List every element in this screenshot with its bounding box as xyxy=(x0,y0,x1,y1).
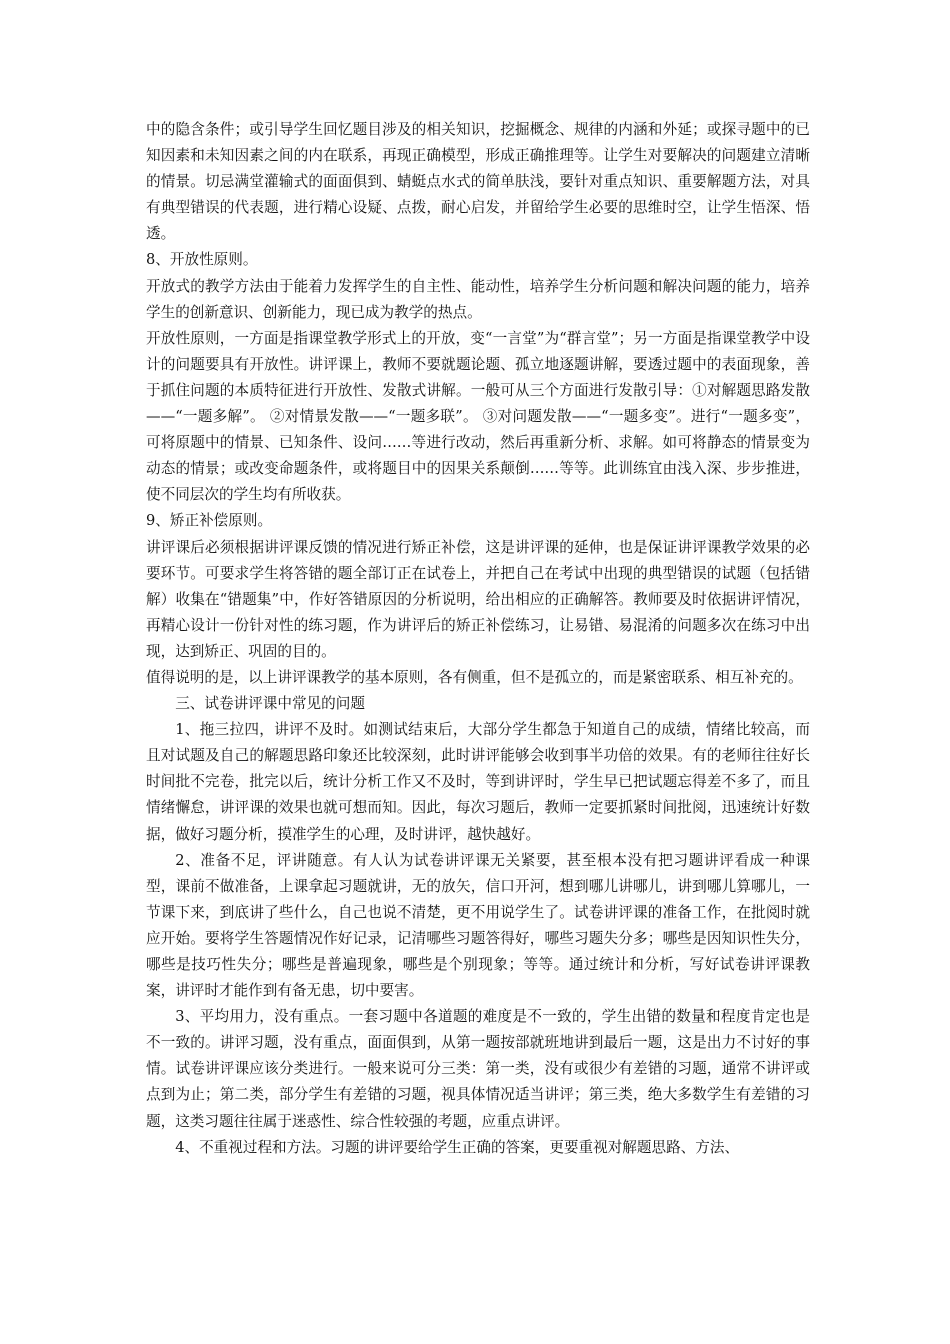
paragraph-problem-4: 4、不重视过程和方法。习题的讲评要给学生正确的答案，更要重视对解题思路、方法、 xyxy=(175,1138,740,1156)
paragraph-open-teaching: 开放式的教学方法由于能着力发挥学生的自主性、能动性，培养学生分析问题和解决问题的能力，培养学生的创新意识、创新能力，现已成为教学的热点。 xyxy=(146,277,810,321)
paragraph-implicit-conditions: 中的隐含条件；或引导学生回忆题目涉及的相关知识，挖掘概念、规律的内涵和外延；或探寻题中的已知因素和未知因素之间的内在联系，再现正确模型，形成正确推理等。让学生对要解决的问题建立清晰的情景。切忌满堂灌输式的面面俱到、蜻蜓点水式的简单肤浅，要针对重点知识、重要解题方法，对具有典型错误的代表题，进行精心设疑、点拨，耐心启发，并留给学生必要的思维时空，让学生悟深、悟透。 xyxy=(146,121,810,243)
paragraph-problem-1: 1、拖三拉四，讲评不及时。如测试结束后，大部分学生都急于知道自己的成绩，情绪比较高，而且对试题及自己的解题思路印象还比较深刻，此时讲评能够会收到事半功倍的效果。有的老师往往好长时间批不完卷，批完以后，统计分析工作又不及时，等到讲评时，学生早已把试题忘得差不多了，而且情绪懈怠，讲评课的效果也就可想而知。因此，每次习题后，教师一定要抓紧时间批阅，迅速统计好数据，做好习题分析，摸准学生的心理，及时讲评，越快越好。 xyxy=(146,721,810,843)
paragraph-openness-details: 开放性原则，一方面是指课堂教学形式上的开放，变“一言堂”为“群言堂”；另一方面是指课堂教学中设计的问题要具有开放性。讲评课上，教师不要就题论题、孤立地逐题讲解，要透过题中的表面现象，善于抓住问题的本质特征进行开放性、发散式讲解。一般可从三个方面进行发散引导：①对解题思路发散——“一题多解”。 ②对情景发散——“一题多联”。 ③对问题发散——“一题多变”。进行“一题多变”，可将原题中的情景、已知条件、设问……等进行改动，然后再重新分析、求解。如可将静态的情景变为动态的情景；或改变命题条件，或将题目中的因果关系颠倒……等等。此训练宜由浅入深、步步推进，使不同层次的学生均有所收获。 xyxy=(146,329,810,504)
heading-openness-principle: 8、开放性原则。 xyxy=(146,251,258,269)
paragraph-principles-summary: 值得说明的是，以上讲评课教学的基本原则，各有侧重，但不是孤立的，而是紧密联系、相互补充的。 xyxy=(146,668,803,686)
section-heading-common-problems: 三、试卷讲评课中常见的问题 xyxy=(175,695,365,713)
document-page xyxy=(146,117,810,1161)
heading-correction-principle: 9、矫正补偿原则。 xyxy=(146,512,273,530)
paragraph-problem-2: 2、准备不足，评讲随意。有人认为试卷讲评课无关紧要，甚至根本没有把习题讲评看成一种课型，课前不做准备，上课拿起习题就讲，无的放矢，信口开河，想到哪儿讲哪儿，讲到哪儿算哪儿，一节课下来，到底讲了些什么，自己也说不清楚，更不用说学生了。试卷讲评课的准备工作，在批阅时就应开始。要将学生答题情况作好记录，记清哪些习题答得好，哪些习题失分多；哪些是因知识性失分，哪些是技巧性失分；哪些是普遍现象，哪些是个别现象；等等。通过统计和分析，写好试卷讲评课教案，讲评时才能作到有备无患，切中要害。 xyxy=(146,851,810,1000)
paragraph-correction-details: 讲评课后必须根据讲评课反馈的情况进行矫正补偿，这是讲评课的延伸，也是保证讲评课教学效果的必要环节。可要求学生将答错的题全部订正在试卷上，并把自己在考试中出现的典型错误的试题（包括错解）收集在“错题集”中，作好答错原因的分析说明，给出相应的正确解答。教师要及时依据讲评情况，再精心设计一份针对性的练习题，作为讲评后的矫正补偿练习，让易错、易混淆的问题多次在练习中出现，达到矫正、巩固的目的。 xyxy=(146,538,810,660)
paragraph-problem-3: 3、平均用力，没有重点。一套习题中各道题的难度是不一致的，学生出错的数量和程度肯定也是不一致的。讲评习题，没有重点，面面俱到，从第一题按部就班地讲到最后一题，这是出力不讨好的事情。试卷讲评课应该分类进行。一般来说可分三类：第一类，没有或很少有差错的习题，通常不讲评或点到为止；第二类，部分学生有差错的习题，视具体情况适当讲评；第三类，绝大多数学生有差错的习题，这类习题往往属于迷惑性、综合性较强的考题，应重点讲评。 xyxy=(146,1008,810,1130)
